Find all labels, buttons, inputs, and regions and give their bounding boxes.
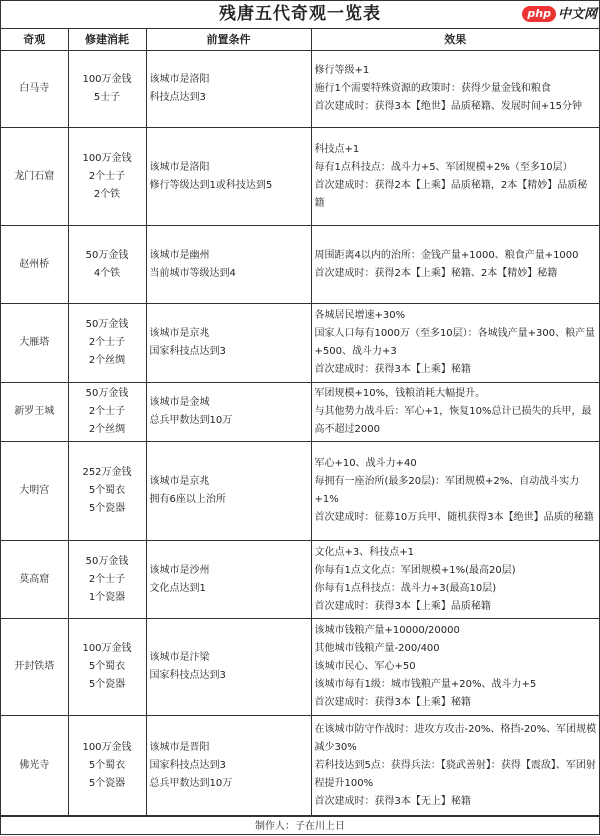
wonder-name-cell: [1, 442, 68, 541]
header-wonder: 奇观: [1, 29, 68, 51]
cost-line: 50万金钱: [85, 249, 129, 261]
effect-cell: [311, 442, 599, 541]
effect-line: 首次建成时：获得3本【上乘】秘籍: [314, 697, 471, 708]
effect-line: 首次建成时：征募10万兵甲、随机获得3本【绝世】品质的秘籍: [314, 512, 594, 523]
watermark-text: 中文网: [557, 6, 597, 22]
cost-line: 5个瓷器: [88, 777, 126, 789]
cost-line: 5个蜀衣: [88, 759, 126, 771]
cost-line: 2个士子: [88, 170, 126, 182]
effect-line: 该城市钱粮产量+10000/20000: [314, 625, 460, 636]
effect-line: 军团规模+10%，钱粮消耗大幅提升。: [314, 388, 486, 399]
effect-line: 各城居民增速+30%: [314, 310, 406, 321]
wonder-name-cell: [1, 226, 68, 304]
cost-line: 5个蜀衣: [88, 661, 126, 672]
wonders-table: [1, 29, 599, 816]
prereq-line: 总兵甲数达到10万: [149, 415, 233, 426]
prereq-line: 该城市是沙州: [149, 564, 210, 576]
effect-line: 首次建成时：获得3本【上乘】品质秘籍: [314, 600, 491, 612]
effect-line: 首次建成时：获得2本【上乘】品质秘籍，2本【精妙】品质秘籍: [314, 179, 588, 209]
cost-line: 100万金钱: [82, 152, 132, 164]
wonder-name: 龙门石窟: [14, 170, 55, 182]
cost-line: 5个蜀衣: [88, 485, 126, 496]
cost-line: 5个瓷器: [88, 503, 126, 514]
cost-line: 252万金钱: [82, 467, 132, 478]
effect-line: 该城市民心、军心+50: [314, 661, 416, 672]
header-cost: 修建消耗: [68, 29, 146, 51]
watermark-logo: [522, 4, 597, 24]
wonder-name-cell: [1, 619, 68, 716]
prereq-line: 文化点达到1: [149, 582, 206, 594]
wonder-name-cell: [1, 716, 68, 816]
effect-cell: [311, 304, 599, 383]
prereq-cell: [146, 383, 311, 442]
table-row: [1, 716, 599, 816]
prereq-cell: [146, 304, 311, 383]
cost-line: 2个士子: [88, 573, 126, 585]
wonder-name: 莫高窟: [19, 573, 50, 585]
effect-line: 周围距离4以内的治所：金钱产量+1000、粮食产量+1000: [314, 249, 579, 261]
table-row: [1, 226, 599, 304]
cost-line: 50万金钱: [85, 319, 129, 330]
prereq-line: 该城市是晋阳: [149, 741, 210, 753]
prereq-cell: [146, 716, 311, 816]
prereq-cell: [146, 442, 311, 541]
header-row: [1, 29, 599, 51]
cost-line: 100万金钱: [82, 74, 132, 85]
effect-line: 其他城市钱粮产量-200/400: [314, 643, 440, 654]
prereq-line: 该城市是洛阳: [149, 74, 210, 85]
table-body: [1, 51, 599, 816]
effect-line: 科技点+1: [314, 143, 360, 155]
prereq-line: 总兵甲数达到10万: [149, 777, 233, 789]
table-row: [1, 304, 599, 383]
effect-line: 每拥有一座治所(最多20层)：军团规模+2%、自动战斗实力+1%: [314, 476, 580, 505]
prereq-cell: [146, 51, 311, 128]
prereq-cell: [146, 128, 311, 226]
wonder-name-cell: [1, 128, 68, 226]
wonder-name: 白马寺: [19, 83, 50, 94]
cost-line: 50万金钱: [85, 388, 129, 399]
cost-cell: [68, 304, 146, 383]
sheet-title: [1, 1, 599, 29]
wonder-name: 佛光寺: [19, 759, 50, 771]
effect-line: 你每有1点文化点：军团规模+1%(最高20层): [314, 564, 516, 576]
effect-line: 国家人口每有1000万（至多10层）：各城钱产量+300、粮产量+500、战斗力+3: [314, 328, 596, 357]
prereq-line: 当前城市等级达到4: [149, 267, 236, 279]
effect-cell: [311, 128, 599, 226]
cost-line: 2个士子: [88, 337, 126, 348]
prereq-line: 科技点达到3: [149, 92, 206, 103]
cost-line: 2个丝绸: [88, 424, 126, 435]
prereq-line: 国家科技点达到3: [149, 670, 226, 681]
cost-cell: [68, 51, 146, 128]
prereq-line: 该城市是京兆: [149, 476, 210, 487]
effect-line: 首次建成时：获得3本【绝世】品质秘籍、发展时间+15分钟: [314, 101, 582, 112]
prereq-line: 该城市是汴梁: [149, 652, 210, 663]
effect-line: 若科技达到5点：获得兵法：【骁武善射】：获得【震敌】、军团射程提升100%: [314, 759, 596, 789]
effect-line: 首次建成时：获得3本【上乘】秘籍: [314, 364, 471, 375]
prereq-line: 该城市是幽州: [149, 249, 210, 261]
cost-line: 5个瓷器: [88, 679, 126, 690]
cost-cell: [68, 541, 146, 619]
cost-line: 4个铁: [93, 267, 121, 279]
cost-cell: [68, 128, 146, 226]
footer-credit: 制作人：子在川上日: [1, 816, 599, 836]
wonder-name: 大明宫: [19, 485, 50, 496]
cost-line: 100万金钱: [82, 643, 132, 654]
effect-cell: [311, 716, 599, 816]
effect-cell: [311, 51, 599, 128]
prereq-cell: [146, 619, 311, 716]
effect-line: 该城市每有1级：城市钱粮产量+20%、战斗力+5: [314, 679, 537, 690]
wonder-name: 赵州桥: [19, 258, 50, 270]
title-text: 残唐五代奇观一览表: [219, 4, 381, 24]
table-row: [1, 383, 599, 442]
header-prereq: 前置条件: [146, 29, 311, 51]
wonder-name-cell: [1, 383, 68, 442]
cost-line: 2个士子: [88, 406, 126, 417]
wonder-name: 大雁塔: [19, 337, 50, 348]
wonder-name-cell: [1, 51, 68, 128]
wonder-name: 开封铁塔: [14, 661, 55, 672]
wonder-name-cell: [1, 541, 68, 619]
effect-line: 在该城市防守作战时：进攻方攻击-20%、格挡-20%、军团规模减少30%: [314, 723, 597, 753]
effect-line: 首次建成时：获得3本【无上】秘籍: [314, 795, 471, 807]
effect-line: 与其他势力战斗后：军心+1，恢复10%总计已损失的兵甲，最高不超过2000: [314, 406, 592, 435]
effect-line: 军心+10、战斗力+40: [314, 458, 417, 469]
table-row: [1, 541, 599, 619]
table-row: [1, 619, 599, 716]
cost-line: 100万金钱: [82, 741, 132, 753]
cost-line: 5士子: [93, 92, 121, 103]
cost-cell: [68, 226, 146, 304]
cost-line: 1个瓷器: [88, 591, 126, 603]
prereq-line: 国家科技点达到3: [149, 346, 226, 357]
table-row: [1, 51, 599, 128]
cost-cell: [68, 716, 146, 816]
table-row: [1, 128, 599, 226]
effect-line: 文化点+3、科技点+1: [314, 546, 414, 558]
prereq-line: 该城市是金城: [149, 397, 210, 408]
prereq-line: 修行等级达到1或科技达到5: [149, 179, 273, 191]
effect-line: 首次建成时：获得2本【上乘】秘籍、2本【精妙】秘籍: [314, 267, 558, 279]
effect-cell: [311, 383, 599, 442]
prereq-cell: [146, 226, 311, 304]
prereq-cell: [146, 541, 311, 619]
effect-cell: [311, 541, 599, 619]
wonder-name: 新罗王城: [14, 406, 55, 417]
prereq-line: 该城市是京兆: [149, 328, 210, 339]
header-effect: 效果: [311, 29, 599, 51]
effect-line: 你每有1点科技点：战斗力+3(最高10层): [314, 582, 497, 594]
prereq-line: 该城市是洛阳: [149, 161, 210, 173]
php-badge: php: [522, 6, 556, 22]
prereq-line: 拥有6座以上治所: [149, 494, 226, 505]
effect-line: 施行1个需要特殊资源的政策时：获得少量金钱和粮食: [314, 83, 551, 94]
table-row: [1, 442, 599, 541]
cost-line: 50万金钱: [85, 555, 129, 567]
effect-line: 每有1点科技点：战斗力+5、军团规模+2%（至多10层）: [314, 161, 573, 173]
prereq-line: 国家科技点达到3: [149, 759, 226, 771]
effect-cell: [311, 619, 599, 716]
effect-cell: [311, 226, 599, 304]
effect-line: 修行等级+1: [314, 65, 370, 76]
cost-cell: [68, 619, 146, 716]
wonder-name-cell: [1, 304, 68, 383]
cost-cell: [68, 442, 146, 541]
cost-cell: [68, 383, 146, 442]
cost-line: 2个铁: [93, 188, 121, 200]
cost-line: 2个丝绸: [88, 355, 126, 366]
